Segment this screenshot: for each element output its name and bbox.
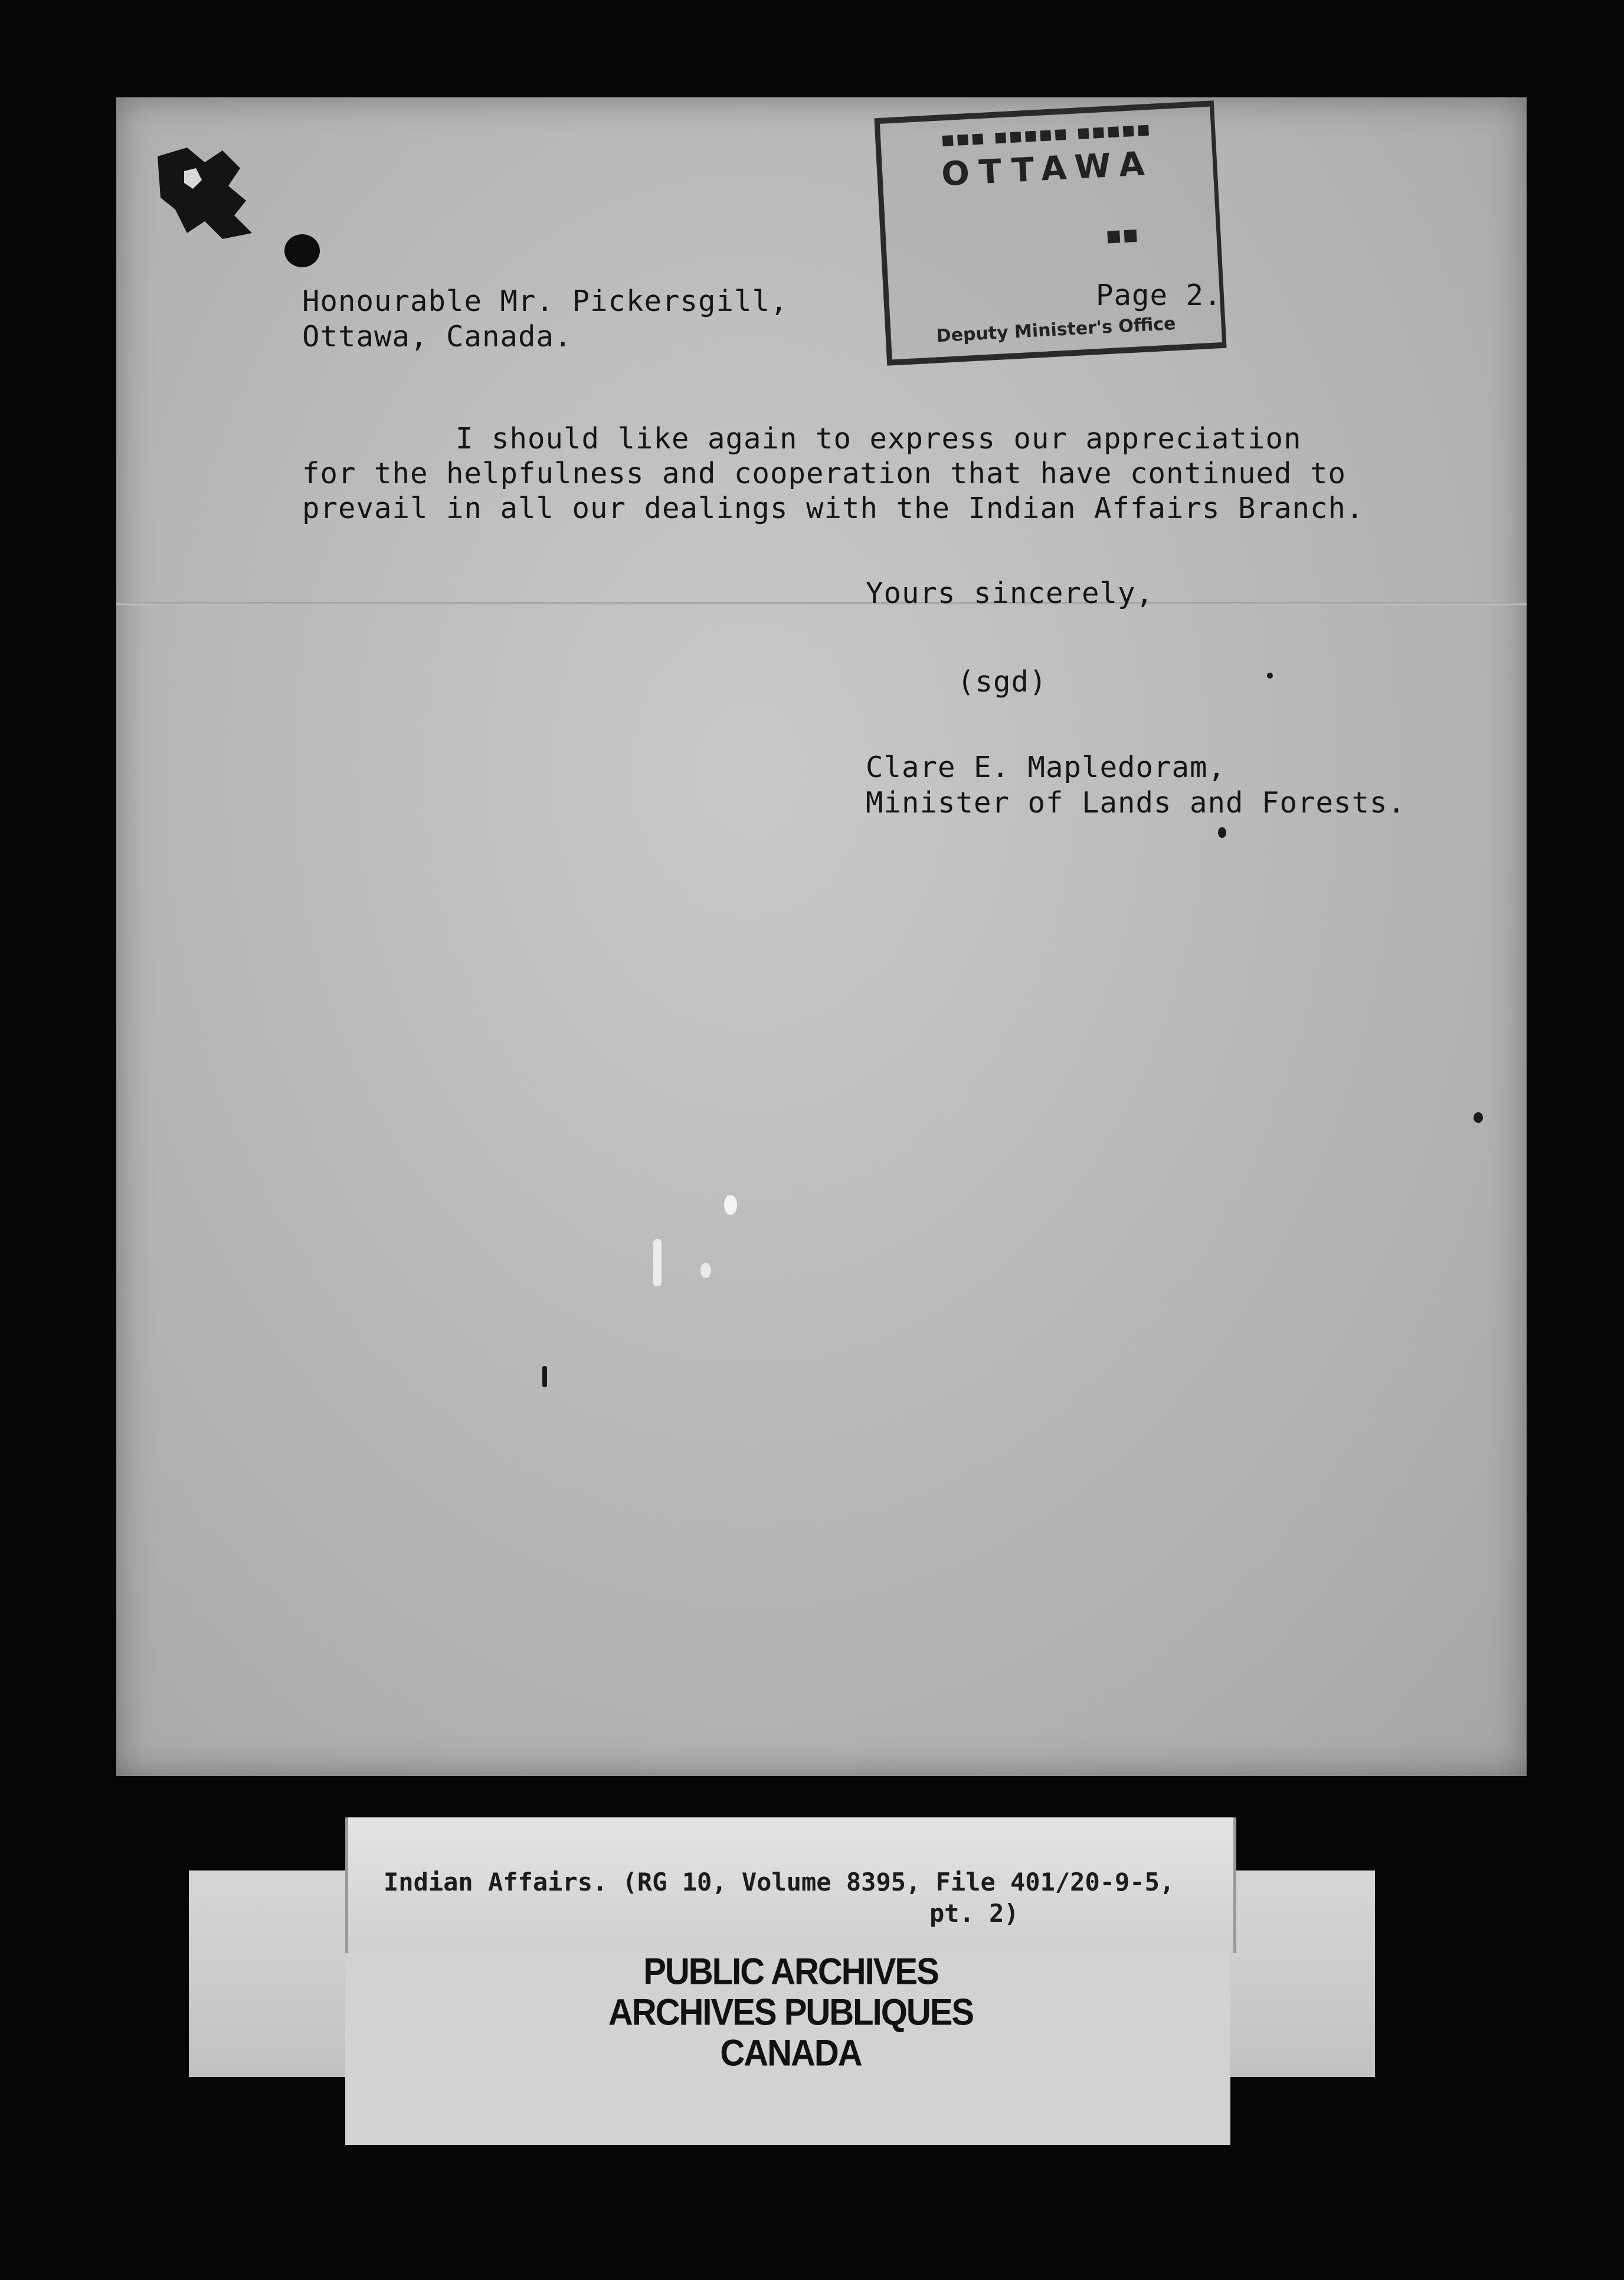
- stamp-city: OTTAWA: [940, 144, 1155, 194]
- page-label: Page 2.: [1096, 279, 1222, 312]
- closing: Yours sincerely,: [866, 576, 1154, 610]
- archives-label-line-2: ARCHIVES PUBLIQUES: [608, 1991, 974, 2033]
- page-crease: [116, 602, 1527, 605]
- archives-label-line-3: CANADA: [720, 2032, 862, 2074]
- stamp-header: ▪▪▪ ▪▪▪▪▪ ▪▪▪▪▪: [939, 116, 1152, 152]
- archives-label-line-1: PUBLIC ARCHIVES: [643, 1951, 938, 1993]
- letter-page: [116, 97, 1527, 1776]
- signatory-name: Clare E. Mapledoram,: [866, 751, 1226, 784]
- addressee-line-2: Ottawa, Canada.: [302, 320, 572, 353]
- body-line-3: prevail in all our dealings with the Indian Affairs Branch.: [302, 492, 1364, 525]
- archive-reference-line-2: pt. 2): [929, 1899, 1019, 1928]
- ink-speck: [1474, 1112, 1483, 1123]
- ink-speck: [1267, 673, 1273, 679]
- light-spot: [724, 1195, 737, 1215]
- received-stamp: [874, 100, 1226, 366]
- body-line-2: for the helpfulness and cooperation that have continued to: [302, 457, 1347, 490]
- archive-reference-line-1: Indian Affairs. (RG 10, Volume 8395, File 401/20-9-5,: [384, 1868, 1175, 1896]
- signatory-title: Minister of Lands and Forests.: [866, 786, 1406, 820]
- light-spot: [700, 1263, 711, 1278]
- ink-speck: [542, 1366, 547, 1387]
- public-archives-label: [336, 1951, 1245, 2073]
- addressee-line-1: Honourable Mr. Pickersgill,: [302, 284, 788, 318]
- light-spot: [653, 1239, 662, 1286]
- stamp-mark: ▪▪: [1104, 219, 1140, 250]
- ink-speck: [1218, 827, 1226, 838]
- corner-damage-mark: [152, 145, 329, 268]
- signed-mark: (sgd): [957, 665, 1047, 699]
- body-line-1: I should like again to express our appreciation: [456, 422, 1302, 456]
- archive-reference-card: [345, 1817, 1236, 1953]
- stamp-office: Deputy Minister's Office: [935, 313, 1177, 347]
